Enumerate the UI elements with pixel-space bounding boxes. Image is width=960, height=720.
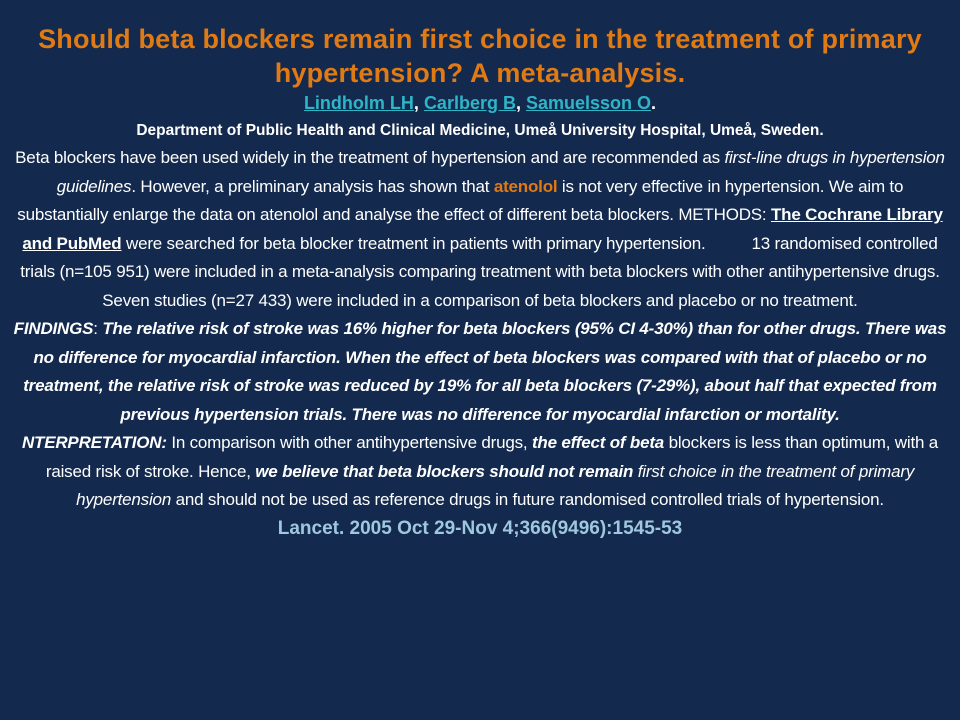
abstract-intro: Beta blockers have been used widely in the treatment of hypertension and are recommended as	[15, 148, 725, 167]
abstract-trials: 13 randomised controlled trials (n=105 951) were included in a meta-analysis comparing treatment with beta blockers with other antihypertensive drugs. Seven studies (n=27 433) were included in a comparison of beta blockers and placebo or no treatment.	[20, 233, 940, 310]
abstract-guideline-italic: first-line drugs in hypertension guidelines	[56, 148, 945, 196]
interpretation-conclusion: we believe that beta blockers should not remain	[255, 461, 634, 481]
abstract-body	[12, 144, 948, 515]
author-separator: ,	[515, 93, 526, 113]
author-separator: ,	[413, 93, 424, 113]
findings-colon: :	[93, 319, 103, 338]
author-list-end: .	[651, 93, 657, 113]
abstract-methods: is not very effective in hypertension. We aim to substantially enlarge the data on atenolol and analyse the effect of different beta blockers. METHODS:	[17, 176, 904, 224]
findings-label: FINDINGS	[13, 319, 94, 338]
author-link-lindholm[interactable]: Lindholm LH	[303, 93, 414, 113]
findings-text: The relative risk of stroke was 16% higher for beta blockers (95% CI 4-30%) than for other drugs. There was no difference for myocardial infarction. When the effect of beta blockers was compared with that of placebo or no treatment, the relative risk of stroke was reduced by 19% for all beta blockers (7-29%), about half that expected from previous hypertension trials. There was no difference for myocardial infarction or mortality.	[23, 319, 947, 424]
abstract-intro-cont: . However, a preliminary analysis has shown that	[131, 176, 494, 196]
author-list	[12, 92, 948, 114]
interpretation-text-cont: blockers is less than optimum, with a raised risk of stroke. Hence,	[45, 433, 939, 481]
interpretation-end: and should not be used as reference drugs in future randomised controlled trials of hypertension.	[171, 490, 884, 509]
interpretation-emphasis: the effect of beta	[531, 433, 665, 452]
interpretation-italic: first choice in the treatment of primary hypertension	[76, 461, 915, 509]
databases-highlight: The Cochrane Library and PubMed	[22, 205, 943, 253]
interpretation-text: In comparison with other antihypertensive drugs,	[166, 433, 532, 452]
author-link-samuelsson[interactable]: Samuelsson O	[525, 93, 652, 113]
atenolol-highlight: atenolol	[493, 176, 558, 196]
abstract-methods-cont: were searched for beta blocker treatment in patients with primary hypertension.	[121, 233, 706, 253]
department-affiliation: Department of Public Health and Clinical Medicine, Umeå University Hospital, Umeå, Sweden.	[136, 122, 824, 139]
citation: Lancet. 2005 Oct 29-Nov 4;366(9496):1545-53	[277, 517, 683, 539]
author-link-carlberg[interactable]: Carlberg B	[423, 93, 516, 113]
interpretation-label: NTERPRETATION:	[21, 433, 167, 452]
slide-title: Should beta blockers remain first choice in the treatment of primary hypertension? A meta-analysis.	[38, 24, 922, 88]
